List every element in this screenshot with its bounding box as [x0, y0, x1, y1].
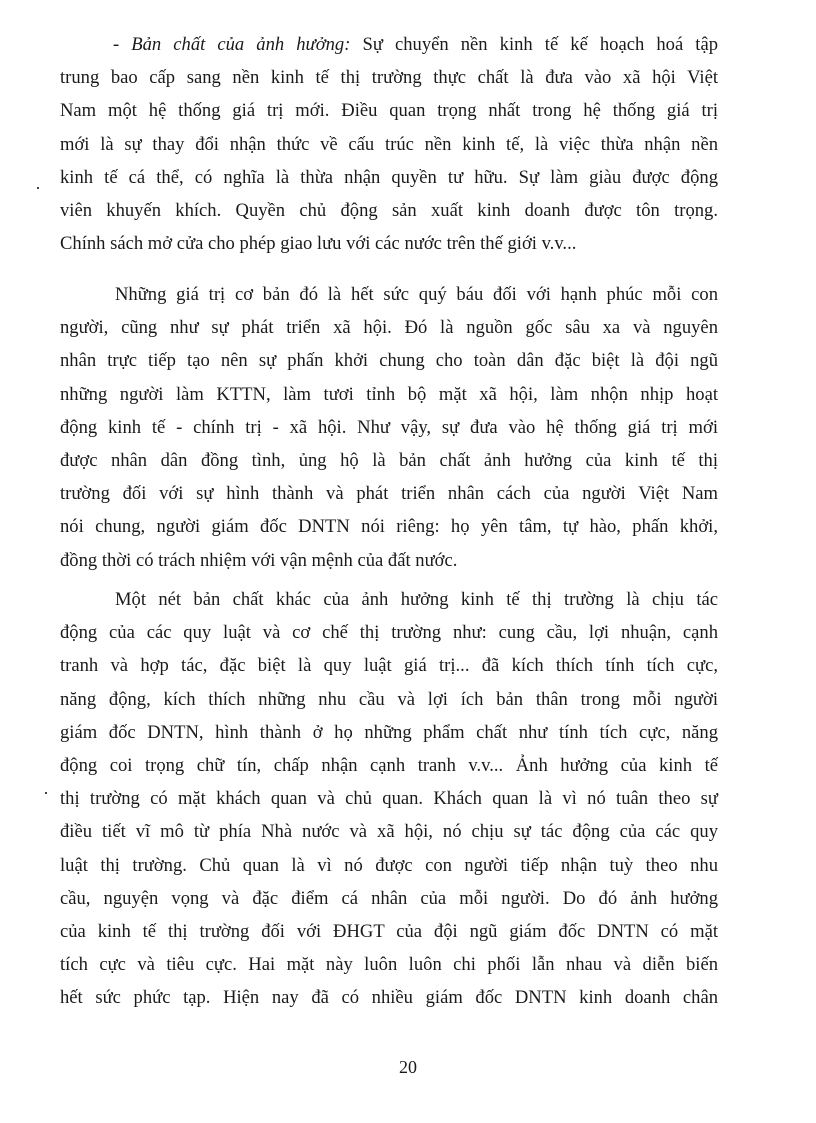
paragraph-1	[60, 28, 718, 260]
text-line: Những giá trị cơ bản đó là hết sức quý báu đối với hạnh phúc mỗi con	[115, 284, 718, 305]
text-line: giám đốc DNTN, hình thành ở họ những phẩm chất như tính tích cực, năng	[60, 721, 718, 743]
text-line: năng động, kích thích những nhu cầu và lợi ích bản thân trong mỗi người	[60, 688, 718, 710]
text-line: được nhân dân đồng tình, ủng hộ là bản chất ảnh hưởng của kinh tế thị	[60, 449, 718, 471]
text-line: tranh và hợp tác, đặc biệt là quy luật giá trị... đã kích thích tính tích cực,	[60, 655, 718, 677]
text-line: động kinh tế - chính trị - xã hội. Như vậy, sự đưa vào hệ thống giá trị mới	[60, 416, 718, 438]
text-line: tích cực và tiêu cực. Hai mặt này luôn luôn chi phối lẫn nhau và diễn biến	[60, 954, 718, 976]
text-line: luật thị trường. Chủ quan là vì nó được con người tiếp nhận tuỳ theo nhu	[60, 854, 718, 876]
text-line: Một nét bản chất khác của ảnh hưởng kinh tế thị trường là chịu tác	[115, 589, 718, 610]
text-line: hết sức phức tạp. Hiện nay đã có nhiều giám đốc DNTN kinh doanh chân	[60, 987, 718, 1009]
text-line: trường đối với sự hình thành và phát triển nhân cách của người Việt Nam	[60, 483, 718, 505]
text-line	[60, 28, 718, 61]
text-line: của kinh tế thị trường đối với ĐHGT của đội ngũ giám đốc DNTN có mặt	[60, 920, 718, 942]
text-line: những người làm KTTN, làm tươi tỉnh bộ mặt xã hội, làm nhộn nhịp hoạt	[60, 383, 718, 405]
text-line: trung bao cấp sang nền kinh tế thị trường thực chất là đưa vào xã hội Việt	[60, 67, 718, 89]
margin-mark	[37, 187, 39, 189]
text-line: Nam một hệ thống giá trị mới. Điều quan trọng nhất trong hệ thống giá trị	[60, 100, 718, 122]
text-line: động coi trọng chữ tín, chấp nhận cạnh tranh v.v... Ảnh hưởng của kinh tế	[60, 754, 718, 776]
page-number: 20	[399, 1057, 417, 1077]
text-line: viên khuyến khích. Quyền chủ động sản xuất kinh doanh được tôn trọng.	[60, 199, 718, 221]
text-line: Chính sách mở cửa cho phép giao lưu với các nước trên thế giới v.v...	[60, 233, 577, 255]
text-line: kinh tế cá thể, có nghĩa là thừa nhận quyền tư hữu. Sự làm giàu được động	[60, 166, 718, 188]
text-line: đồng thời có trách nhiệm với vận mệnh của đất nước.	[60, 549, 458, 571]
text-line: cầu, nguyện vọng và đặc điểm cá nhân của mỗi người. Do đó ảnh hưởng	[60, 887, 718, 909]
text-line: điều tiết vĩ mô từ phía Nhà nước và xã hội, nó chịu sự tác động của các quy	[60, 821, 718, 843]
text-line: nói chung, người giám đốc DNTN nói riêng: họ yên tâm, tự hào, phấn khởi,	[60, 516, 718, 538]
margin-mark	[45, 792, 47, 794]
paragraph-3	[60, 583, 718, 1014]
text-line: động của các quy luật và cơ chế thị trường như: cung cầu, lợi nhuận, cạnh	[60, 622, 718, 644]
text-line-rest: Sự chuyển nền kinh tế kế hoạch hoá tập	[350, 34, 718, 55]
italic-lead: - Bản chất của ảnh hưởng:	[113, 34, 351, 55]
text-line: người, cũng như sự phát triển xã hội. Đó là nguồn gốc sâu xa và nguyên	[60, 317, 718, 339]
text-line: nhân trực tiếp tạo nên sự phấn khởi chung cho toàn dân đặc biệt là đội ngũ	[60, 350, 718, 372]
text-line: thị trường có mặt khách quan và chủ quan. Khách quan là vì nó tuân theo sự	[60, 788, 718, 810]
paragraph-2	[60, 278, 718, 577]
text-line: mới là sự thay đổi nhận thức về cấu trúc nền kinh tế, là việc thừa nhận nền	[60, 133, 718, 155]
